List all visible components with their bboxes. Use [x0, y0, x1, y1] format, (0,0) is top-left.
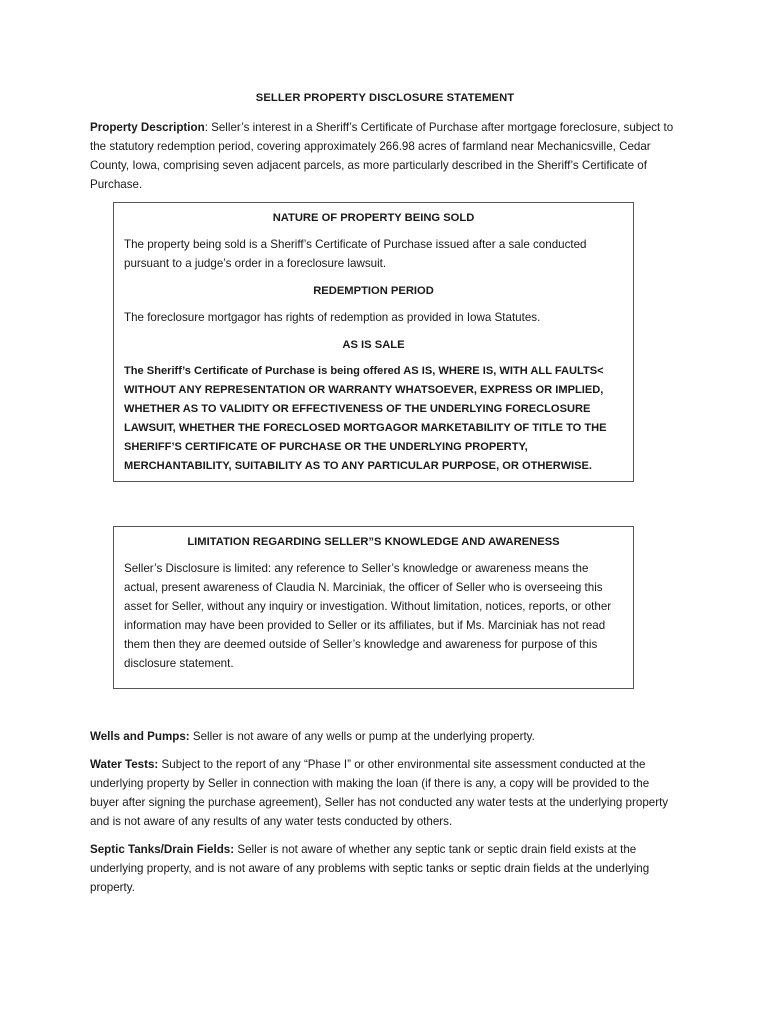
- septic-tanks: [90, 840, 680, 897]
- wells-and-pumps: [90, 727, 680, 746]
- property-description-text: : Seller’s interest in a Sheriff’s Certificate of Purchase after mortgage foreclosure, subject to the statutory redemption period, covering approximately 266.98 acres of farmland near Mechanicsville, Cedar County, Iowa, comprising seven adjacent parcels, as more particularly described in the Sheriff’s Certificate of Purchase.: [90, 121, 674, 191]
- nature-of-property-box: [113, 202, 634, 482]
- nature-heading: NATURE OF PROPERTY BEING SOLD: [272, 212, 475, 224]
- septic-text: Seller is not aware of whether any septic tank or septic drain field exists at the underlying property, and is not aware of any problems with septic tanks or septic drain fields at the underlying property.: [90, 843, 650, 894]
- seller-knowledge-text: Seller’s Disclosure is limited: any reference to Seller’s knowledge or awareness means the actual, present awareness of Claudia N. Marciniak, the officer of Seller who is overseeing this asset for Seller, without any inquiry or investigation. Without limitation, notices, reports, or other information may have been provided to Seller or its affiliates, but if Ms. Marciniak has not read them then they are deemed outside of Seller’s knowledge and awareness for purpose of this disclosure statement.: [124, 562, 612, 670]
- disclosure-page: [90, 92, 680, 897]
- document-title: SELLER PROPERTY DISCLOSURE STATEMENT: [255, 92, 515, 104]
- wells-text: Seller is not aware of any wells or pump at the underlying property.: [189, 730, 535, 743]
- redemption-text: The foreclosure mortgagor has rights of redemption as provided in Iowa Statutes.: [124, 311, 541, 324]
- seller-knowledge-box: [113, 526, 634, 689]
- as-is-heading: AS IS SALE: [342, 339, 405, 351]
- septic-label: Septic Tanks/Drain Fields:: [90, 843, 235, 856]
- wells-label: Wells and Pumps:: [90, 730, 190, 743]
- as-is-text: The Sheriff’s Certificate of Purchase is being offered AS IS, WHERE IS, WITH ALL FAULTS< WITHOUT ANY REPRESENTATION OR WARRANTY WHATSOEVER, EXPRESS OR IMPLIED, WHETHER AS TO VALIDITY OR EFFECTIVENESS OF THE UNDERLYING FORECLOSURE LAWSUIT, WHETHER THE FORECLOSED MORTGAGOR MARKETABILITY OF TITLE TO THE SHERIFF’S CERTIFICATE OF PURCHASE OR THE UNDERLYING PROPERTY, MERCHANTABILITY, SUITABILITY AS TO ANY PARTICULAR PURPOSE, OR OTHERWISE.: [124, 365, 607, 472]
- nature-text: The property being sold is a Sheriff’s Certificate of Purchase issued after a sale conducted pursuant to a judge’s order in a foreclosure lawsuit.: [124, 238, 587, 270]
- water-tests-text: Subject to the report of any “Phase I” or other environmental site assessment conducted at the underlying property by Seller in connection with making the loan (if there is any, a copy will be provided to the buyer after signing the purchase agreement), Seller has not conducted any water tests at the underlying property and is not aware of any results of any water tests conducted by others.: [90, 758, 669, 828]
- property-description: [90, 118, 680, 194]
- water-tests-label: Water Tests:: [90, 758, 159, 771]
- seller-knowledge-heading: LIMITATION REGARDING SELLER”S KNOWLEDGE AND AWARENESS: [187, 536, 560, 548]
- water-tests: [90, 755, 680, 831]
- redemption-heading: REDEMPTION PERIOD: [313, 285, 434, 297]
- property-description-label: Property Description: [90, 121, 205, 134]
